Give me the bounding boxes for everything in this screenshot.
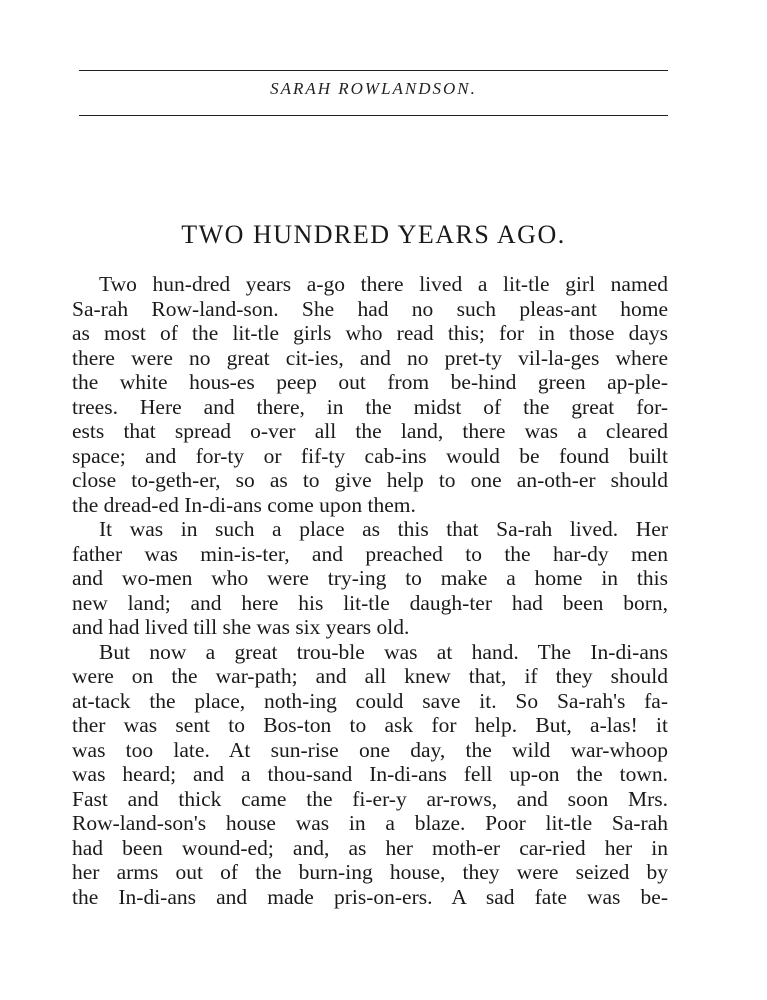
text-line: Sa-rah Row-land-son. She had no such pleas-ant home	[72, 296, 668, 321]
text-line: trees. Here and there, in the midst of the great for-	[72, 394, 668, 419]
text-line: It was in such a place as this that Sa-rah lived. Her	[99, 517, 668, 541]
text-line: ests that spread o-ver all the land, there was a cleared	[72, 419, 668, 443]
text-line: were on the war-path; and all knew that, if they should	[72, 664, 668, 688]
text-line: space; and for-ty or fif-ty cab-ins would be found built	[72, 443, 668, 468]
text-line: there were no great cit-ies, and no pret-ty vil-la-ges where	[72, 345, 668, 370]
text-line: was heard; and a thou-sand In-di-ans fell up-on the town.	[72, 762, 668, 786]
text-line: at-tack the place, noth-ing could save it. So Sa-rah's fa-	[72, 688, 668, 713]
text-line: Fast and thick came the fi-er-y ar-rows, and soon Mrs.	[72, 786, 668, 811]
running-head: SARAH ROWLANDSON.	[270, 79, 477, 98]
text-line: ther was sent to Bos-ton to ask for help. But, a-las! it	[72, 713, 668, 737]
text-line: was too late. At sun-rise one day, the wild war-whoop	[72, 737, 668, 762]
text-line: new land; and here his lit-tle daugh-ter had been born,	[72, 590, 668, 615]
text-line: But now a great trou-ble was at hand. The In-di-ans	[99, 639, 668, 664]
text-line: close to-geth-er, so as to give help to one an-oth-er should	[72, 468, 668, 492]
text-line: and wo-men who were try-ing to make a home in this	[72, 566, 668, 590]
text-line: the dread-ed In-di-ans come upon them.	[72, 492, 416, 517]
text-line: had been wound-ed; and, as her moth-er car-ried her in	[72, 835, 668, 860]
chapter-title: TWO HUNDRED YEARS AGO.	[181, 220, 566, 249]
text-line: Two hun-dred years a-go there lived a lit-tle girl named	[99, 272, 668, 296]
header-rule-bottom	[79, 115, 668, 116]
text-line: her arms out of the burn-ing house, they were seized by	[72, 860, 668, 884]
text-line: Row-land-son's house was in a blaze. Poor lit-tle Sa-rah	[72, 811, 668, 835]
text-line: the white hous-es peep out from be-hind green ap-ple-	[72, 370, 668, 394]
header-rule-top	[79, 70, 668, 71]
text-line: father was min-is-ter, and preached to the har-dy men	[72, 541, 668, 566]
text-line: the In-di-ans and made pris-on-ers. A sad fate was be-	[72, 884, 668, 909]
text-line: and had lived till she was six years old.	[72, 615, 410, 639]
body-text	[72, 272, 668, 909]
text-line: as most of the lit-tle girls who read this; for in those days	[72, 321, 668, 345]
